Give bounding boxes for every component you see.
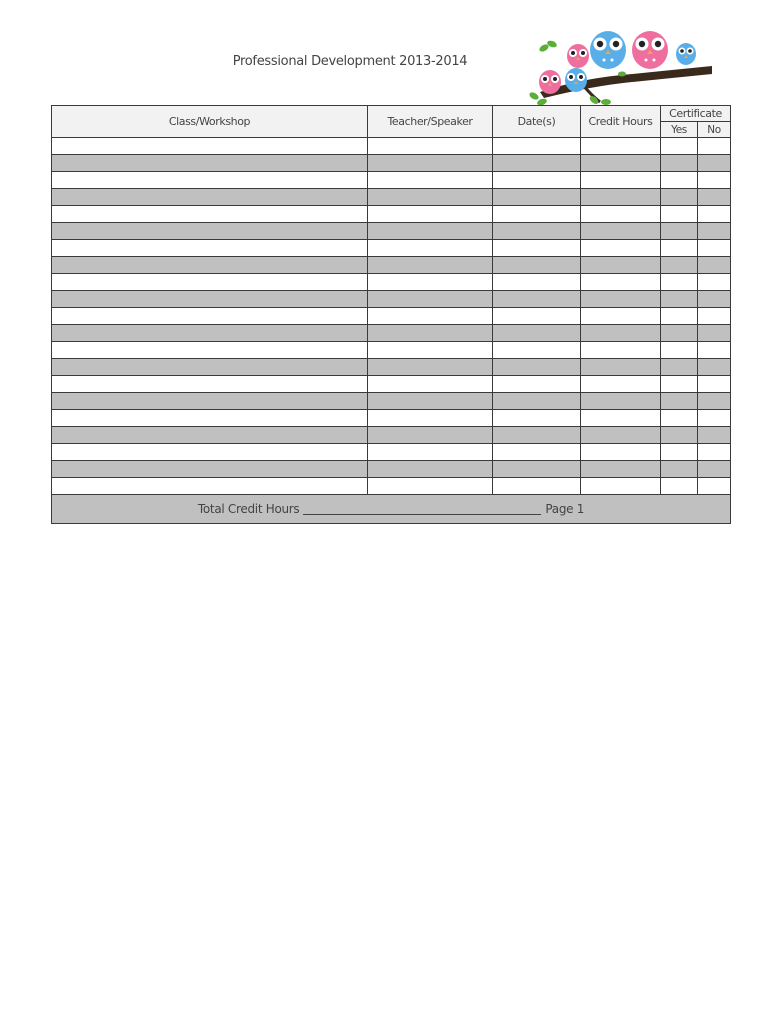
certificate-no-cell[interactable] — [698, 223, 731, 240]
certificate-yes-cell[interactable] — [661, 410, 698, 427]
credit-hours-cell[interactable] — [581, 257, 661, 274]
table-row — [52, 325, 731, 342]
dates-cell[interactable] — [493, 427, 581, 444]
owls-on-branch-illustration — [522, 22, 718, 106]
table-row — [52, 478, 731, 495]
teacher-speaker-cell[interactable] — [368, 155, 493, 172]
total-cell — [52, 495, 731, 524]
certificate-yes-cell[interactable] — [661, 138, 698, 155]
credit-hours-cell[interactable] — [581, 359, 661, 376]
dates-cell[interactable] — [493, 172, 581, 189]
table-row — [52, 189, 731, 206]
table-row — [52, 138, 731, 155]
table-row — [52, 410, 731, 427]
certificate-no-cell[interactable] — [698, 257, 731, 274]
class-workshop-cell[interactable] — [52, 138, 368, 155]
column-header-certificate-no: No — [698, 122, 731, 138]
teacher-speaker-cell[interactable] — [368, 342, 493, 359]
table-row — [52, 359, 731, 376]
certificate-no-cell[interactable] — [698, 427, 731, 444]
class-workshop-cell[interactable] — [52, 393, 368, 410]
credit-hours-cell[interactable] — [581, 461, 661, 478]
table-row — [52, 274, 731, 291]
teacher-speaker-cell[interactable] — [368, 308, 493, 325]
teacher-speaker-cell[interactable] — [368, 172, 493, 189]
credit-hours-cell[interactable] — [581, 155, 661, 172]
professional-development-log-table — [51, 105, 731, 524]
certificate-no-cell[interactable] — [698, 325, 731, 342]
certificate-yes-cell[interactable] — [661, 376, 698, 393]
certificate-no-cell[interactable] — [698, 376, 731, 393]
credit-hours-cell[interactable] — [581, 478, 661, 495]
teacher-speaker-cell[interactable] — [368, 410, 493, 427]
certificate-no-cell[interactable] — [698, 393, 731, 410]
page-number: Page 1 — [545, 502, 585, 517]
certificate-yes-cell[interactable] — [661, 155, 698, 172]
certificate-yes-cell[interactable] — [661, 206, 698, 223]
credit-hours-cell[interactable] — [581, 444, 661, 461]
class-workshop-cell[interactable] — [52, 240, 368, 257]
dates-cell[interactable] — [493, 223, 581, 240]
dates-cell[interactable] — [493, 189, 581, 206]
dates-cell[interactable] — [493, 291, 581, 308]
certificate-no-cell[interactable] — [698, 291, 731, 308]
teacher-speaker-cell[interactable] — [368, 291, 493, 308]
dates-cell[interactable] — [493, 138, 581, 155]
credit-hours-cell[interactable] — [581, 291, 661, 308]
certificate-no-cell[interactable] — [698, 410, 731, 427]
teacher-speaker-cell[interactable] — [368, 257, 493, 274]
dates-cell[interactable] — [493, 342, 581, 359]
dates-cell[interactable] — [493, 325, 581, 342]
class-workshop-cell[interactable] — [52, 461, 368, 478]
total-credit-hours-blank[interactable] — [303, 504, 541, 515]
teacher-speaker-cell[interactable] — [368, 444, 493, 461]
credit-hours-cell[interactable] — [581, 393, 661, 410]
class-workshop-cell[interactable] — [52, 223, 368, 240]
dates-cell[interactable] — [493, 274, 581, 291]
certificate-yes-cell[interactable] — [661, 478, 698, 495]
column-header-class-workshop: Class/Workshop — [52, 106, 368, 138]
class-workshop-cell[interactable] — [52, 206, 368, 223]
table-row — [52, 291, 731, 308]
table-row — [52, 342, 731, 359]
class-workshop-cell[interactable] — [52, 342, 368, 359]
table-row — [52, 427, 731, 444]
teacher-speaker-cell[interactable] — [368, 478, 493, 495]
column-header-certificate-yes: Yes — [661, 122, 698, 138]
teacher-speaker-cell[interactable] — [368, 359, 493, 376]
dates-cell[interactable] — [493, 478, 581, 495]
table-row — [52, 308, 731, 325]
dates-cell[interactable] — [493, 206, 581, 223]
table-row — [52, 461, 731, 478]
certificate-yes-cell[interactable] — [661, 308, 698, 325]
total-row — [52, 495, 731, 524]
credit-hours-cell[interactable] — [581, 189, 661, 206]
table-row — [52, 376, 731, 393]
certificate-yes-cell[interactable] — [661, 359, 698, 376]
class-workshop-cell[interactable] — [52, 189, 368, 206]
class-workshop-cell[interactable] — [52, 172, 368, 189]
teacher-speaker-cell[interactable] — [368, 223, 493, 240]
log-table-body — [52, 138, 731, 495]
certificate-no-cell[interactable] — [698, 206, 731, 223]
column-header-dates: Date(s) — [493, 106, 581, 138]
certificate-yes-cell[interactable] — [661, 393, 698, 410]
credit-hours-cell[interactable] — [581, 274, 661, 291]
certificate-no-cell[interactable] — [698, 189, 731, 206]
teacher-speaker-cell[interactable] — [368, 393, 493, 410]
teacher-speaker-cell[interactable] — [368, 427, 493, 444]
class-workshop-cell[interactable] — [52, 155, 368, 172]
credit-hours-cell[interactable] — [581, 223, 661, 240]
certificate-no-cell[interactable] — [698, 155, 731, 172]
certificate-no-cell[interactable] — [698, 342, 731, 359]
dates-cell[interactable] — [493, 308, 581, 325]
column-header-credit-hours: Credit Hours — [581, 106, 661, 138]
certificate-yes-cell[interactable] — [661, 223, 698, 240]
certificate-no-cell[interactable] — [698, 240, 731, 257]
dates-cell[interactable] — [493, 444, 581, 461]
credit-hours-cell[interactable] — [581, 240, 661, 257]
teacher-speaker-cell[interactable] — [368, 206, 493, 223]
class-workshop-cell[interactable] — [52, 444, 368, 461]
teacher-speaker-cell[interactable] — [368, 461, 493, 478]
teacher-speaker-cell[interactable] — [368, 240, 493, 257]
dates-cell[interactable] — [493, 461, 581, 478]
teacher-speaker-cell[interactable] — [368, 376, 493, 393]
credit-hours-cell[interactable] — [581, 427, 661, 444]
certificate-no-cell[interactable] — [698, 444, 731, 461]
class-workshop-cell[interactable] — [52, 427, 368, 444]
credit-hours-cell[interactable] — [581, 325, 661, 342]
page-title: Professional Development 2013-2014 — [232, 54, 468, 69]
class-workshop-cell[interactable] — [52, 274, 368, 291]
credit-hours-cell[interactable] — [581, 138, 661, 155]
dates-cell[interactable] — [493, 155, 581, 172]
class-workshop-cell[interactable] — [52, 478, 368, 495]
certificate-no-cell[interactable] — [698, 359, 731, 376]
dates-cell[interactable] — [493, 359, 581, 376]
table-row — [52, 223, 731, 240]
class-workshop-cell[interactable] — [52, 325, 368, 342]
certificate-yes-cell[interactable] — [661, 189, 698, 206]
credit-hours-cell[interactable] — [581, 206, 661, 223]
certificate-yes-cell[interactable] — [661, 427, 698, 444]
class-workshop-cell[interactable] — [52, 257, 368, 274]
column-header-certificate: Certificate — [661, 106, 731, 122]
credit-hours-cell[interactable] — [581, 410, 661, 427]
certificate-yes-cell[interactable] — [661, 257, 698, 274]
total-credit-hours-label: Total Credit Hours — [197, 502, 300, 517]
class-workshop-cell[interactable] — [52, 359, 368, 376]
certificate-no-cell[interactable] — [698, 172, 731, 189]
teacher-speaker-cell[interactable] — [368, 138, 493, 155]
class-workshop-cell[interactable] — [52, 376, 368, 393]
certificate-no-cell[interactable] — [698, 138, 731, 155]
table-row — [52, 444, 731, 461]
table-row — [52, 206, 731, 223]
dates-cell[interactable] — [493, 376, 581, 393]
class-workshop-cell[interactable] — [52, 308, 368, 325]
teacher-speaker-cell[interactable] — [368, 189, 493, 206]
certificate-yes-cell[interactable] — [661, 240, 698, 257]
credit-hours-cell[interactable] — [581, 172, 661, 189]
certificate-yes-cell[interactable] — [661, 342, 698, 359]
certificate-no-cell[interactable] — [698, 274, 731, 291]
dates-cell[interactable] — [493, 393, 581, 410]
class-workshop-cell[interactable] — [52, 291, 368, 308]
dates-cell[interactable] — [493, 240, 581, 257]
certificate-yes-cell[interactable] — [661, 172, 698, 189]
table-row — [52, 393, 731, 410]
certificate-yes-cell[interactable] — [661, 461, 698, 478]
table-row — [52, 240, 731, 257]
certificate-no-cell[interactable] — [698, 308, 731, 325]
dates-cell[interactable] — [493, 410, 581, 427]
table-row — [52, 257, 731, 274]
certificate-yes-cell[interactable] — [661, 291, 698, 308]
certificate-yes-cell[interactable] — [661, 325, 698, 342]
credit-hours-cell[interactable] — [581, 376, 661, 393]
credit-hours-cell[interactable] — [581, 308, 661, 325]
teacher-speaker-cell[interactable] — [368, 274, 493, 291]
dates-cell[interactable] — [493, 257, 581, 274]
certificate-no-cell[interactable] — [698, 461, 731, 478]
certificate-yes-cell[interactable] — [661, 444, 698, 461]
table-row — [52, 155, 731, 172]
class-workshop-cell[interactable] — [52, 410, 368, 427]
certificate-yes-cell[interactable] — [661, 274, 698, 291]
credit-hours-cell[interactable] — [581, 342, 661, 359]
column-header-teacher-speaker: Teacher/Speaker — [368, 106, 493, 138]
certificate-no-cell[interactable] — [698, 478, 731, 495]
table-row — [52, 172, 731, 189]
teacher-speaker-cell[interactable] — [368, 325, 493, 342]
